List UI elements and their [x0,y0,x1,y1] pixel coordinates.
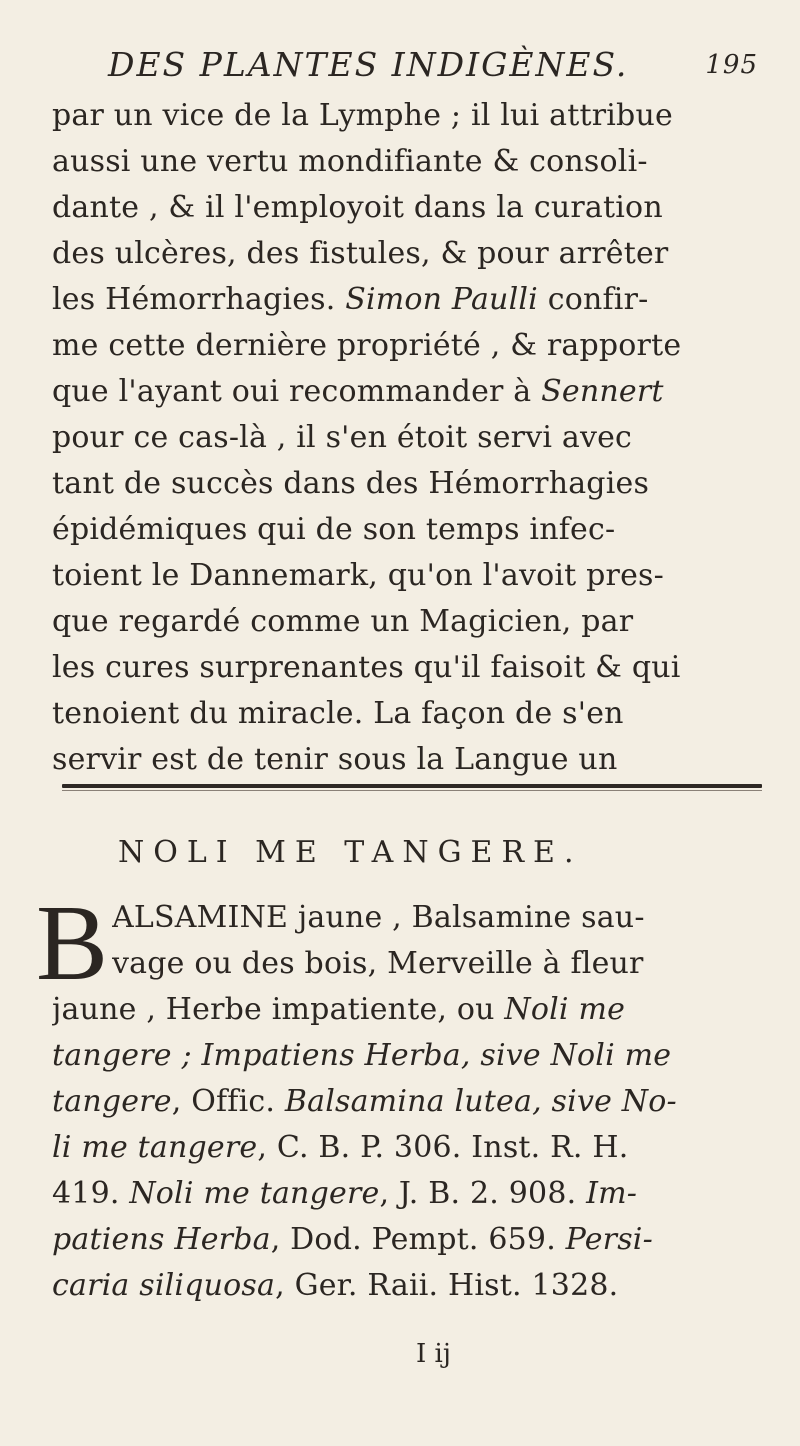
latin-name: patiens Herba [52,1222,271,1257]
citation: , Ger. Raii. Hist. 1328. [275,1268,619,1303]
text-line [52,1218,762,1262]
citation: , Dod. Pempt. 659. [270,1222,566,1257]
text-line: tenoient du miracle. La façon de s'en [52,696,624,731]
drop-cap: B [36,884,109,1003]
catchword: I ij [416,1339,451,1369]
latin-name: tangere ; Impatiens Herba, sive Noli me [52,1038,672,1073]
text-line: par un vice de la Lymphe ; il lui attribue [52,98,673,133]
text-line: pour ce cas-là , il s'en étoit servi avec [52,420,633,455]
text-run: les Hémorrhagies. [52,282,346,317]
section-rule [62,784,762,788]
latin-name: tangere [52,1084,172,1119]
running-head-title: DES PLANTES INDIGÈNES. [108,45,629,84]
text-line: ALSAMINE jaune , Balsamine sau- [112,900,645,935]
running-head [108,40,758,90]
text-line: que regardé comme un Magicien, par [52,604,634,639]
text-line [52,370,762,414]
text-line [52,1080,762,1124]
latin-name: Balsamina lutea, sive No- [284,1084,677,1119]
section-title: NOLI ME TANGERE. [118,835,583,870]
text-line [52,1172,762,1216]
latin-name: Noli me tangere [129,1176,380,1211]
text-line: aussi une vertu mondifiante & consoli- [52,144,648,179]
text-run: que l'ayant oui recommander à [52,374,542,409]
text-line: épidémiques qui de son temps infec- [52,512,616,547]
text-line: me cette dernière propriété , & rapporte [52,328,682,363]
text-run: , Offic. [171,1084,285,1119]
text-run: jaune , Herbe impatiente, ou [52,992,505,1027]
page-number: 195 [705,50,758,80]
author-name: Sennert [541,374,664,409]
citation: , J. B. 2. 908. [379,1176,587,1211]
text-line: des ulcères, des fistules, & pour arrêter [52,236,669,271]
citation: , C. B. P. 306. Inst. R. H. [257,1130,629,1165]
section-rule-thin [62,790,762,791]
text-run: confir- [537,282,649,317]
text-line: tant de succès dans des Hémorrhagies [52,466,650,501]
latin-name: Noli me [504,992,626,1027]
latin-name: Persi- [565,1222,653,1257]
text-line [52,1034,762,1078]
author-name: Simon Paulli [345,282,538,317]
text-line [52,988,762,1032]
latin-name: li me tangere [52,1130,258,1165]
text-line [52,1126,762,1170]
citation: 419. [52,1176,130,1211]
latin-name: caria siliquosa [52,1268,276,1303]
latin-name: Im- [586,1176,638,1211]
text-line: servir est de tenir sous la Langue un [52,742,618,777]
text-line: les cures surprenantes qu'il faisoit & qui [52,650,681,685]
text-line: toient le Dannemark, qu'on l'avoit pres- [52,558,664,593]
text-line [52,278,762,322]
text-line: vage ou des bois, Merveille à fleur [112,946,644,981]
text-line [52,1264,762,1308]
text-line: dante , & il l'employoit dans la curation [52,190,663,225]
